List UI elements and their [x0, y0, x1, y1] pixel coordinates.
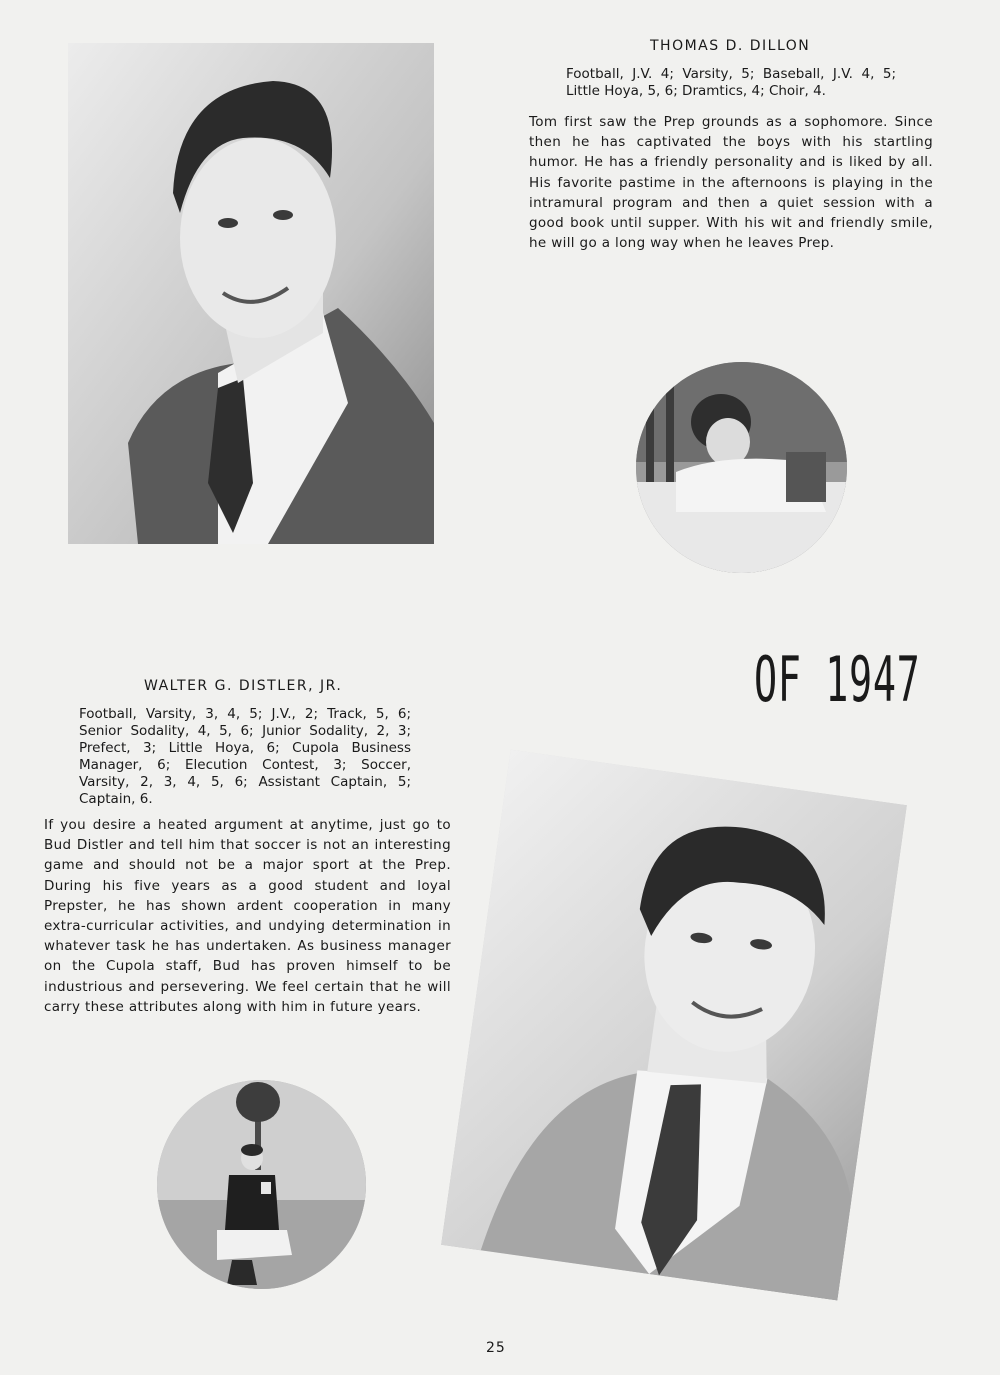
distler-portrait-photo: [441, 750, 907, 1301]
dillon-candid-photo: [636, 362, 847, 573]
distler-portrait-drawing: [441, 750, 907, 1301]
dillon-portrait-drawing: [68, 43, 434, 544]
class-of-headline: OF 1947: [754, 643, 921, 716]
bio-distler: If you desire a heated argument at anytime, just go to Bud Distler and tell him that soccer is not an interesting game and should not be a major sport at the Prep. During his five years as a good student and loyal Prepster, he has shown ardent cooperation in many extra-curricular activities, and undying determination in whatever task he has undertaken. As business manager on the Cupola staff, Bud has proven himself to be industrious and persevering. We feel certain that he will carry these attributes along with him in future years.: [44, 817, 451, 1015]
distler-candid-photo: [157, 1080, 366, 1289]
distler-candid-drawing: [157, 1080, 366, 1289]
student-name-dillon: THOMAS D. DILLON: [650, 38, 811, 54]
dillon-candid-drawing: [636, 362, 847, 573]
activities-dillon: Football, J.V. 4; Varsity, 5; Baseball, J.V. 4, 5; Little Hoya, 5, 6; Dramtics, 4; Choir, 4.: [566, 66, 896, 99]
bio-dillon: Tom first saw the Prep grounds as a sophomore. Since then he has captivated the boys with his startling humor. He has a friendly personality and is liked by all. His favorite pastime in the afternoons is playing in the intramural program and then a quiet session with a good book until supper. With his wit and friendly smile, he will go a long way when he leaves Prep.: [529, 114, 933, 252]
activities-distler: Football, Varsity, 3, 4, 5; J.V., 2; Track, 5, 6; Senior Sodality, 4, 5, 6; Junior Sodality, 2, 3; Prefect, 3; Little Hoya, 6; Cupola Business Manager, 6; Elecution Contest, 3; Soccer, Varsity, 2, 3, 4, 5, 6; Assistant Captain, 5; Captain, 6.: [79, 706, 411, 807]
dillon-portrait-photo: [68, 43, 434, 544]
page-number: 25: [486, 1340, 506, 1356]
student-name-distler: WALTER G. DISTLER, JR.: [144, 678, 343, 694]
